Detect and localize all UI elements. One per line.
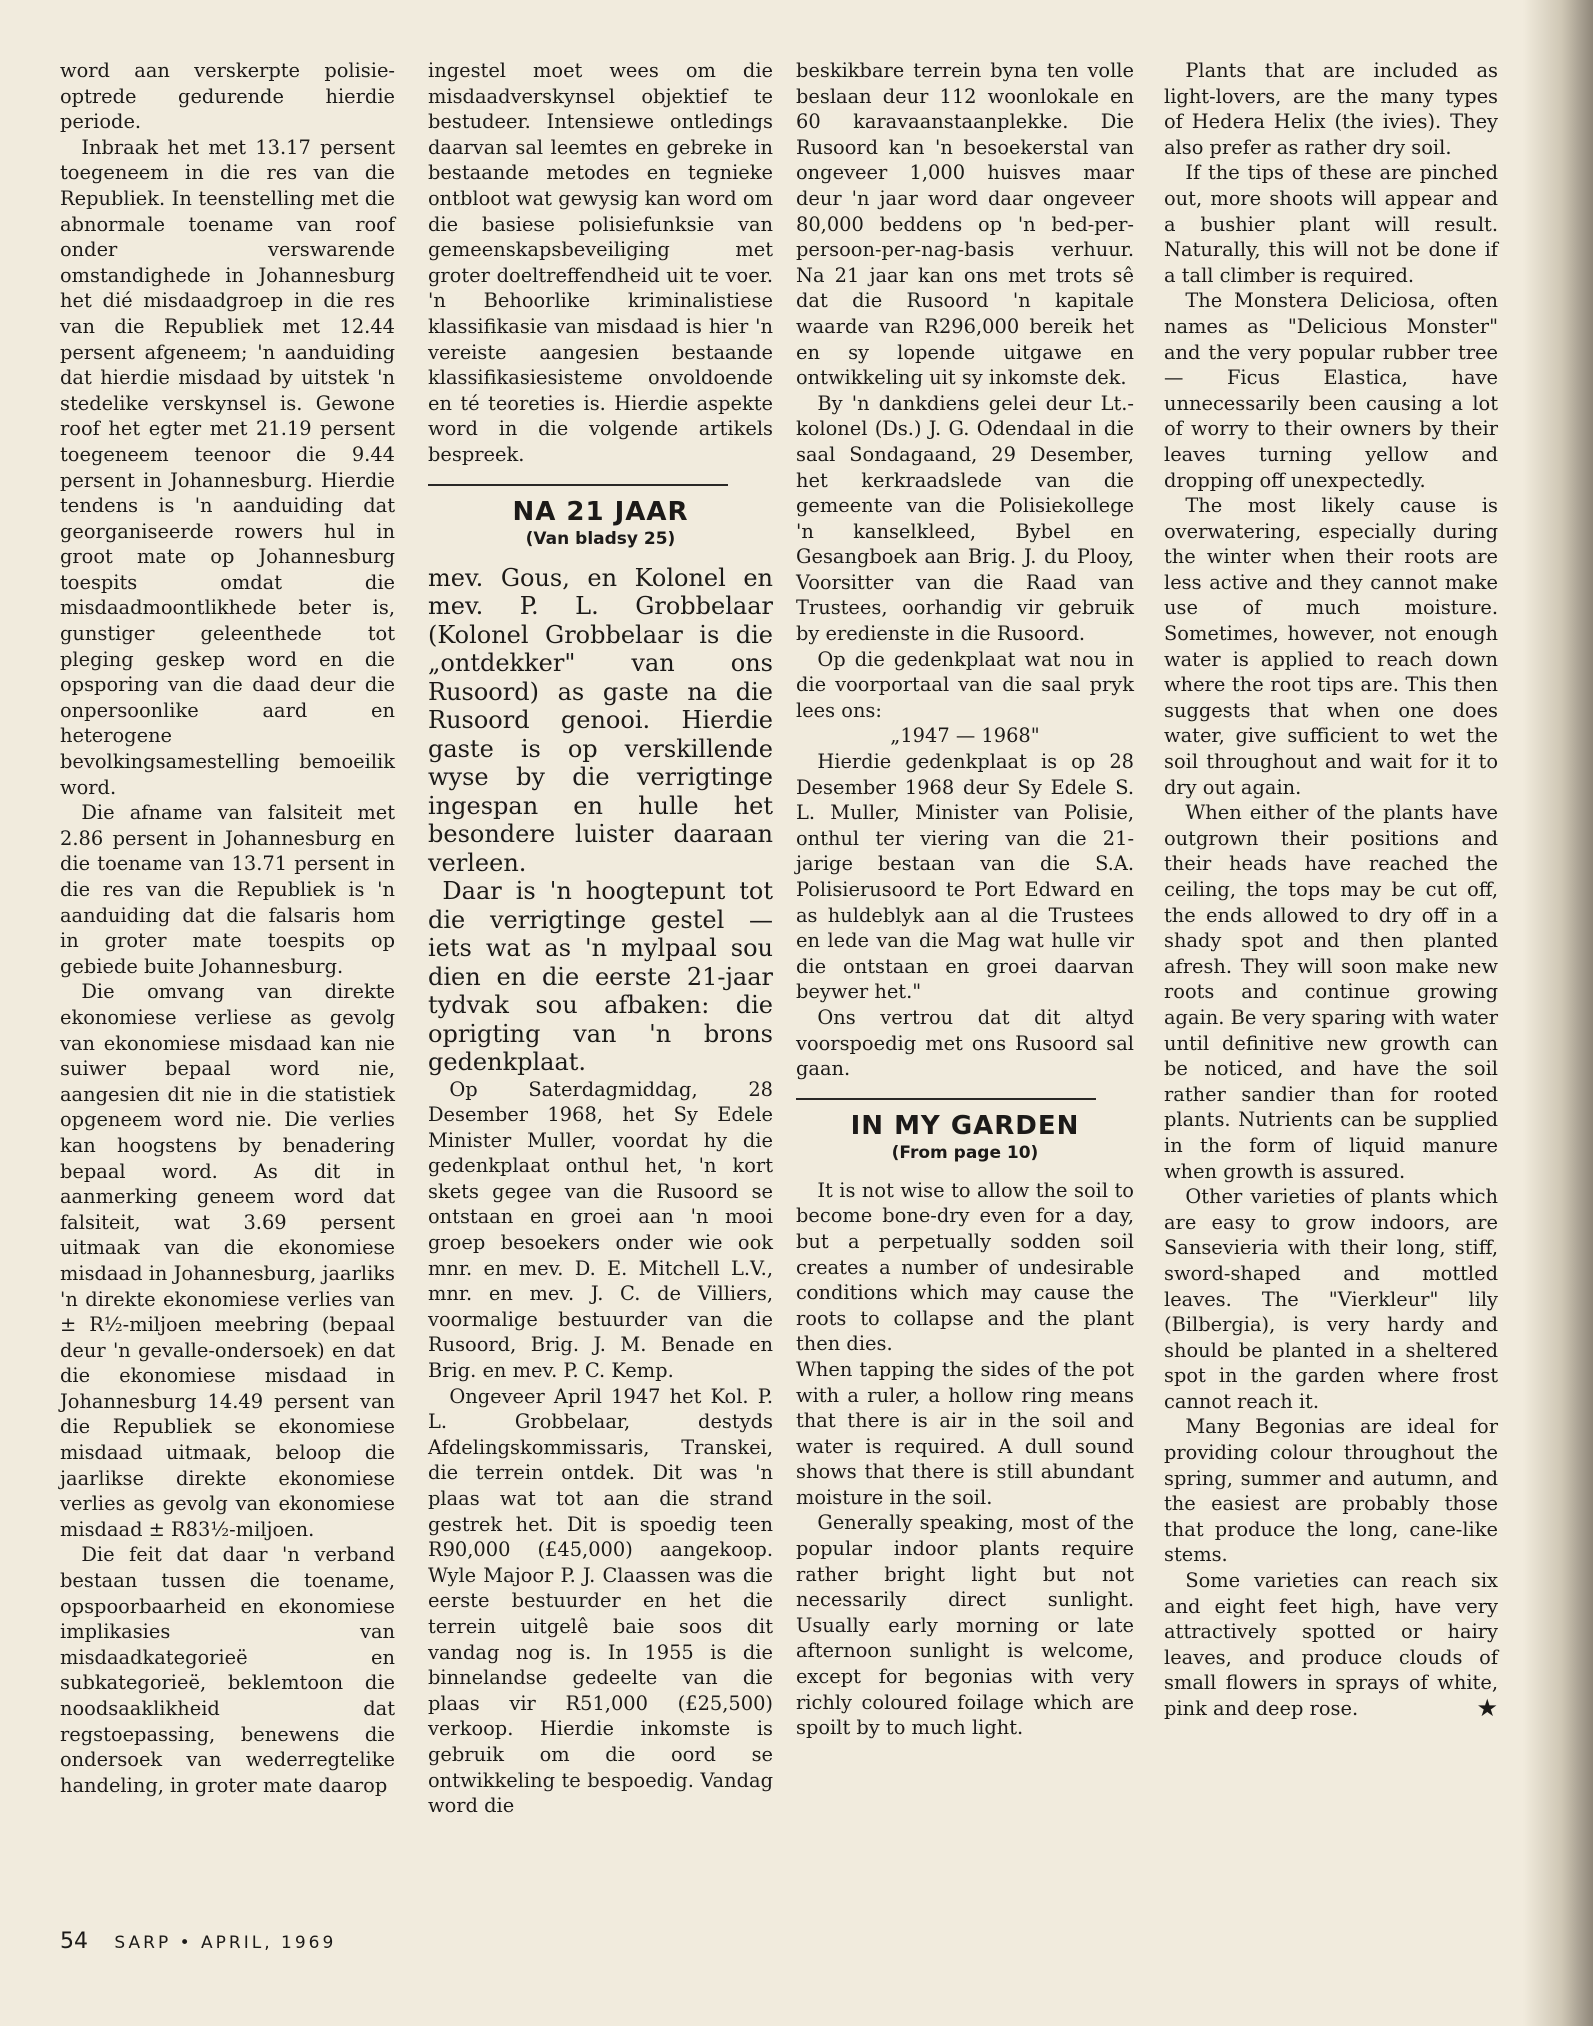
column-4 — [1164, 58, 1498, 1722]
paragraph: Die feit dat daar 'n verband bestaan tussen die toename, opspoorbaarheid en ekonomiese implikasies van misdaadkategorieë en subkategorieë, beklemtoon die noodsaaklikheid dat regstoepassing, benewens die ondersoek van wederregtelike handeling, in groter mate daarop — [60, 1543, 395, 1797]
paragraph: The most likely cause is overwatering, especially during the winter when their roots are less active and they cannot make use of much moisture. Sometimes, however, not enough water is applied to reach down where the root tips are. This then suggests that when one does water, give sufficient to wet the soil throughout and wait for it to dry out again. — [1164, 494, 1498, 799]
column-1 — [60, 58, 395, 1798]
paragraph: Ongeveer April 1947 het Kol. P. L. Grobbelaar, destyds Afdelingskommissaris, Transkei, die terrein ontdek. Dit was 'n plaas wat tot aan die strand gestrek het. Dit is spoedig teen R90,000 (£45,000) aangekoop. Wyle Majoor P. J. Claassen was die eerste bestuurder en het die terrein uitgelê baie soos dit vandag nog is. In 1955 is die binnelandse gedeelte van die plaas vir R51,000 (£25,500) verkoop. Hierdie inkomste is gebruik om die oord se ontwikkeling te bespoedig. Vandag word die — [428, 1384, 773, 1818]
binding-shadow — [1523, 0, 1593, 2026]
paragraph — [1164, 1568, 1498, 1722]
paragraph: Other varieties of plants which are easy to grow indoors, are Sansevieria with their long, stiff, sword-shaped and mottled leaves. The "Vierkleur" lily (Bilbergia), is very hardy and should be planted in a sheltered spot in the garden where frost cannot reach it. — [1164, 1185, 1498, 1413]
paragraph: When either of the plants have outgrown their positions and their heads have reached the ceiling, the tops may be cut off, the ends allowed to dry off in a shady spot and then planted afresh. They will soon make new roots and continue growing again. Be very sparing with water until definitive new growth can be noticed, and have the soil rather sandier than for rooted plants. Nutrients can be supplied in the form of liquid manure when growth is assured. — [1164, 801, 1498, 1183]
paragraph: When tapping the sides of the pot with a ruler, a hollow ring means that there is air in the soil and water is required. A dull sound shows that there is still abundant moisture in the soil. — [796, 1357, 1134, 1509]
paragraph: word aan verskerpte polisie-optrede gedurende hierdie periode. — [60, 59, 395, 134]
paragraph: Plants that are included as light-lovers, are the many types of Hedera Helix (the ivies). They also prefer as rather dry soil. — [1164, 59, 1498, 159]
article-subheading: (From page 10) — [891, 1142, 1039, 1163]
paragraph-text: Some varieties can reach six and eight feet high, have very attractively spotted or hairy leaves, and produce clouds of small flowers in sprays of white, pink and deep rose. — [1164, 1569, 1498, 1720]
section-divider — [796, 1098, 1096, 1100]
column-2 — [428, 58, 773, 1819]
paragraph: It is not wise to allow the soil to become bone-dry even for a day, but a perpetually sodden soil creates a number of undesirable conditions which may cause the roots to collapse and the plant then dies. — [796, 1178, 1134, 1356]
article-heading-na-21-jaar: NA 21 JAAR — [512, 496, 689, 527]
paragraph: By 'n dankdiens gelei deur Lt.-kolonel (Ds.) J. G. Odendaal in die saal Sondagaand, 29 Desember, het kerkraadslede van die gemeente van die Polisiekollege 'n kanselkleed, Bybel en Gesangboek aan Brig. J. du Plooy, Voorsitter van die Raad van Trustees, oorhandig vir gebruik by eredienste in die Rusoord. — [796, 391, 1134, 646]
paragraph: Inbraak het met 13.17 persent toegeneem in die res van die Republiek. In teenstelling met die abnormale toename van roof onder verswarende omstandighede in Johannesburg het dié misdaadgroep in die res van die Republiek met 12.44 persent afgeneem; 'n aanduiding dat hierdie misdaad by uitstek 'n stedelike verskynsel is. Gewone roof het egter met 21.19 persent toegeneem teenoor die 9.44 persent in Johannesburg. Hierdie tendens is 'n aanduiding dat georganiseerde rowers hul in groot mate op Johannesburg toespits omdat die misdaadmoontlikhede beter is, gunstiger geleenthede tot pleging geskep word en die opsporing van die daad deur die onpersoonlike aard en heterogene bevolkingsamestelling bemoeilik word. — [60, 135, 395, 799]
paragraph: ingestel moet wees om die misdaadverskynsel objektief te bestudeer. Intensiewe ontledings daarvan sal leemtes en gebreke in bestaande metodes en tegnieke ontbloot wat gewysig kan word om die basiese polisiefunksie van gemeenskapsbeveiliging met groter doeltreffendheid uit te voer. 'n Behoorlike kriminalistiese klassifikasie van misdaad is hier 'n vereiste aangesien bestaande klassifikasiesisteme onvoldoende en té teoreties is. Hierdie aspekte word in die volgende artikels bespreek. — [428, 59, 773, 466]
paragraph: Die afname van falsiteit met 2.86 persent in Johannesburg en die toename van 13.71 persent in die res van die Republiek is 'n aanduiding dat die falsaris hom in groter mate toespits op gebiede buite Johannesburg. — [60, 801, 395, 978]
paragraph: Hierdie gedenkplaat is op 28 Desember 1968 deur Sy Edele S. L. Muller, Minister van Polisie, onthul ter viering van die 21-jarige bestaan van die S.A. Polisierusoord te Port Edward en as huldeblyk aan al die Trustees en lede van die Mag wat hulle vir die ontstaan en groei daarvan beywer het." — [796, 750, 1134, 1004]
paragraph: Generally speaking, most of the popular indoor plants require rather bright light but not necessarily direct sunlight. Usually early morning or late afternoon sunlight is welcome, except for begonias with very richly coloured foilage which are spoilt by to much light. — [796, 1511, 1134, 1740]
page-footer — [60, 1929, 336, 1954]
paragraph: Op Saterdagmiddag, 28 Desember 1968, het Sy Edele Minister Muller, voordat hy die gedenkplaat onthul het, 'n kort skets gegee van die Rusoord se ontstaan en groei aan 'n mooi groep besoekers onder wie ook mnr. en mev. D. E. Mitchell L.V., mnr. en mev. J. C. de Villiers, voormalige bestuurder van die Rusoord, Brig. J. M. Benade en Brig. en mev. P. C. Kemp. — [428, 1077, 773, 1383]
paragraph: Ons vertrou dat dit altyd voorspoedig met ons Rusoord sal gaan. — [796, 1005, 1134, 1081]
section-divider — [428, 484, 728, 486]
end-star-icon: ★ — [1476, 1694, 1498, 1722]
paragraph: beskikbare terrein byna ten volle beslaan deur 112 woonlokale en 60 karavaanstaanplekke. Die Rusoord kan 'n besoekerstal van ongeveer 1,000 huisves maar deur 'n jaar word daar ongeveer 80,000 beddens op 'n bed-per-persoon-per-nag-basis verhuur. Na 21 jaar kan ons met trots sê dat die Rusoord 'n kapitale waarde van R296,000 bereik het en sy lopende uitgawe en ontwikkeling uit sy inkomste dek. — [796, 59, 1134, 390]
column-3 — [796, 58, 1134, 1741]
plaque-dates: „1947 — 1968" — [890, 724, 1040, 748]
article-heading-in-my-garden: IN MY GARDEN — [850, 1110, 1080, 1141]
paragraph: The Monstera Deliciosa, often names as "Delicious Monster" and the very popular rubber tree — Ficus Elastica, have unnecessarily been causing a lot of worry to their owners by their leaves turning yellow and dropping off unexpectedly. — [1164, 289, 1498, 492]
paragraph: Die omvang van direkte ekonomiese verliese as gevolg van ekonomiese misdaad kan nie suiwer bepaal word nie, aangesien dit nie in die statistiek opgeneem word nie. Die verlies kan hoogstens by benadering bepaal word. As dit in aanmerking geneem word dat falsiteit, wat 3.69 persent uitmaak van die ekonomiese misdaad in Johannesburg, jaarliks 'n direkte ekonomiese verlies van ± R½-miljoen meebring (bepaal deur 'n gevalle-ondersoek) en dat die ekonomiese misdaad in Johannesburg 14.49 persent van die Republiek se ekonomiese misdaad uitmaak, beloop die jaarlikse direkte ekonomiese verlies as gevolg van ekonomiese misdaad ± R83½-miljoen. — [60, 980, 395, 1541]
lead-paragraph: Daar is 'n hoogtepunt tot die verrigtinge gestel — iets wat as 'n mylpaal sou dien en die eerste 21-jaar tydvak sou afbaken: die oprigting van 'n brons gedenkplaat. — [428, 877, 773, 1076]
paragraph: Many Begonias are ideal for providing colour throughout the spring, summer and autumn, and the easiest are probably those that produce the long, cane-like stems. — [1164, 1415, 1498, 1567]
paragraph: If the tips of these are pinched out, more shoots will appear and a bushier plant will result. Naturally, this will not be done if a tall climber is required. — [1164, 161, 1498, 287]
article-subheading: (Van bladsy 25) — [525, 528, 676, 549]
lead-paragraph: mev. Gous, en Kolonel en mev. P. L. Grobbelaar (Kolonel Grobbelaar is die „ontdekker" van ons Rusoord) as gaste na die Rusoord genooi. Hierdie gaste is op verskillende wyse by die verrigtinge ingespan en hulle het besondere luister daaraan verleen. — [428, 563, 773, 877]
paragraph: Op die gedenkplaat wat nou in die voorportaal van die saal pryk lees ons: — [796, 647, 1134, 722]
publication-line: SARP • APRIL, 1969 — [114, 1933, 337, 1953]
lead-text — [428, 564, 773, 1077]
page-number: 54 — [60, 1929, 88, 1954]
